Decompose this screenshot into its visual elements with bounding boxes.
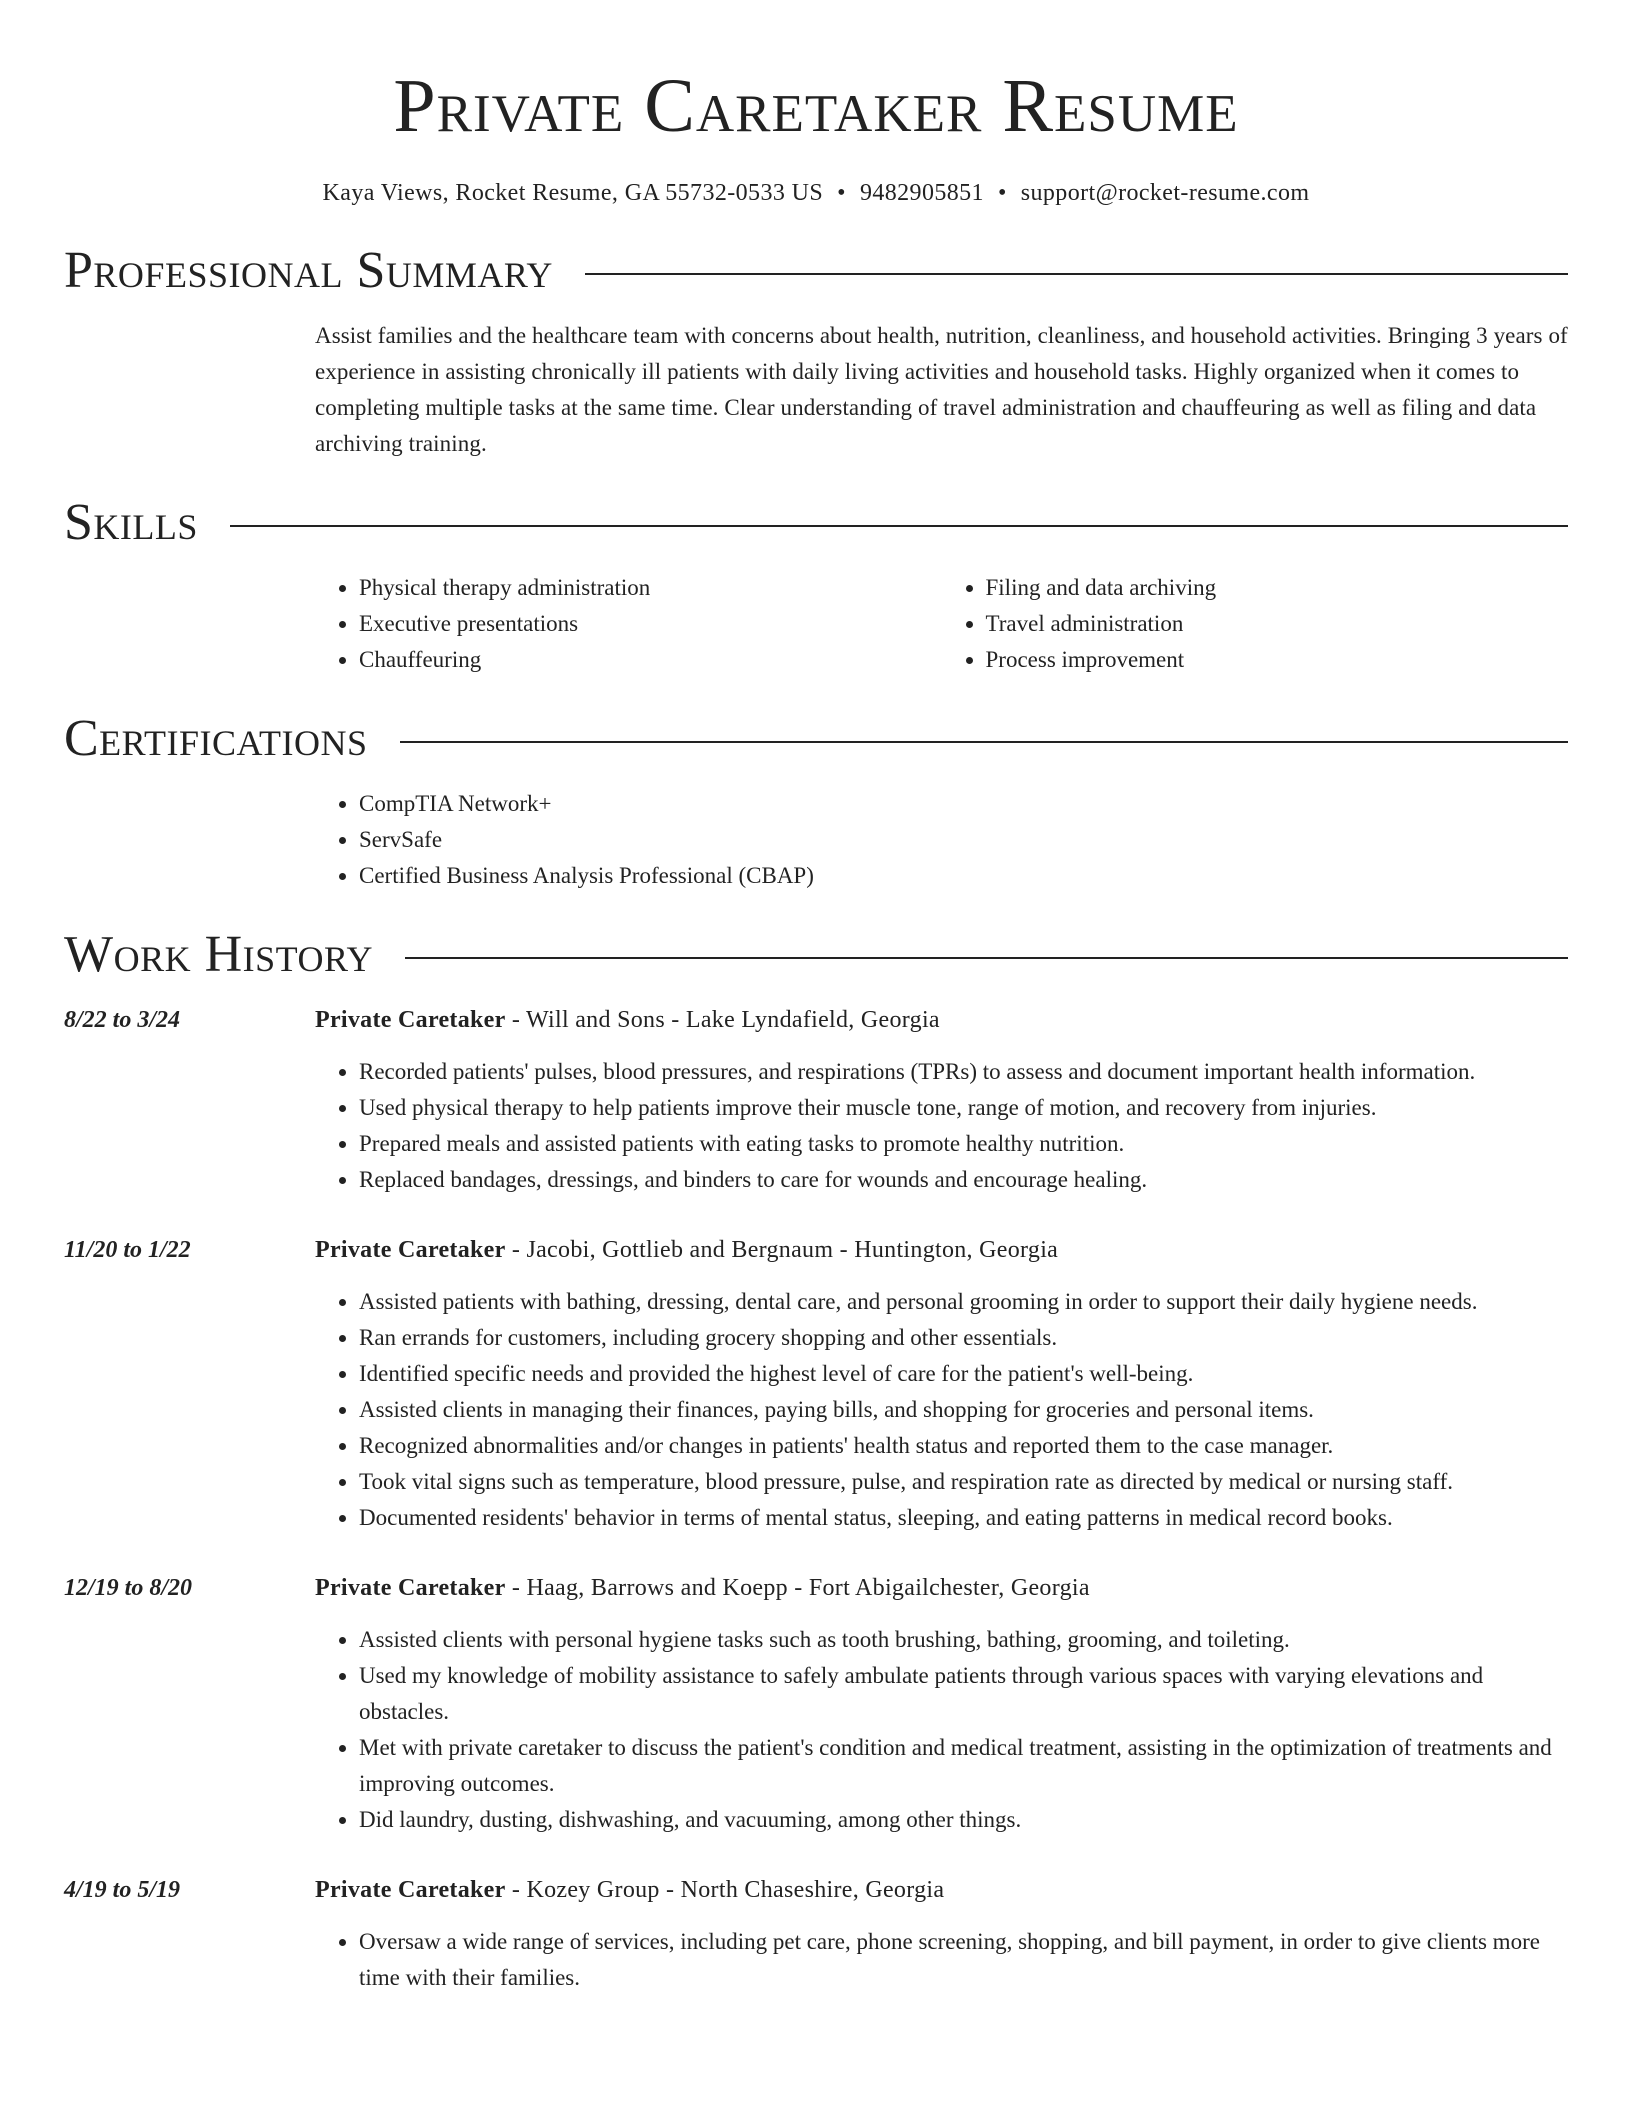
skill-item: • Travel administration (986, 606, 1569, 642)
job-bullet: • Prepared meals and assisted patients with eating tasks to promote healthy nutrition. (359, 1126, 1568, 1162)
job-bullets (315, 1622, 1568, 1838)
skills-heading: Skills (64, 494, 198, 551)
job-entry (64, 1570, 1568, 1838)
job-dates: 4/19 to 5/19 (64, 1877, 181, 1903)
job-dates: 11/20 to 1/22 (64, 1237, 191, 1263)
job-entry (64, 1002, 1568, 1198)
job-bullet: • Documented residents' behavior in terms of mental status, sleeping, and eating patterns in medical record books. (359, 1500, 1568, 1536)
job-content (315, 1570, 1568, 1838)
job-role: Private Caretaker (315, 1877, 506, 1903)
job-role: Private Caretaker (315, 1007, 506, 1033)
certifications-list (315, 786, 1568, 894)
contact-separator: • (837, 180, 846, 206)
skills-column-left (315, 570, 942, 678)
section-divider (400, 741, 1568, 743)
contact-address: Kaya Views, Rocket Resume, GA 55732-0533 US (322, 180, 824, 206)
job-bullets (315, 1054, 1568, 1198)
summary-text: Assist families and the healthcare team with concerns about health, nutrition, cleanliness, and household activities. Bringing 3 years of experience in assisting chronically ill patients with daily living activities and household tasks. Highly organized when it comes to completing multiple tasks at the same time. Clear understanding of travel administration and chauffeuring as well as filing and data archiving training. (315, 323, 1568, 456)
job-title-line (315, 1872, 1568, 1908)
job-bullets (315, 1924, 1568, 1996)
job-bullet: • Oversaw a wide range of services, including pet care, phone screening, shopping, and bill payment, in order to give clients more time with their families. (359, 1924, 1568, 1996)
job-employer: - Jacobi, Gottlieb and Bergnaum - Huntington, Georgia (505, 1237, 1059, 1263)
skills-section-header (64, 488, 1568, 558)
certification-item: • ServSafe (359, 822, 1568, 858)
contact-email: support@rocket-resume.com (1020, 180, 1310, 206)
job-bullet: • Took vital signs such as temperature, blood pressure, pulse, and respiration rate as directed by medical or nursing staff. (359, 1464, 1568, 1500)
job-bullet: • Assisted clients with personal hygiene tasks such as tooth brushing, bathing, grooming, and toileting. (359, 1622, 1568, 1658)
certification-item: • CompTIA Network+ (359, 786, 1568, 822)
certifications-bullets (315, 786, 1568, 894)
job-bullet: • Ran errands for customers, including grocery shopping and other essentials. (359, 1320, 1568, 1356)
job-bullet: • Assisted clients in managing their finances, paying bills, and shopping for groceries and personal items. (359, 1392, 1568, 1428)
certifications-section-header (64, 704, 1568, 774)
job-bullet: • Recognized abnormalities and/or changes in patients' health status and reported them to the case manager. (359, 1428, 1568, 1464)
job-title-line (315, 1002, 1568, 1038)
job-bullet: • Recorded patients' pulses, blood pressures, and respirations (TPRs) to assess and document important health information. (359, 1054, 1568, 1090)
job-bullet: • Met with private caretaker to discuss the patient's condition and medical treatment, assisting in the optimization of treatments and improving outcomes. (359, 1730, 1568, 1802)
job-bullet: • Identified specific needs and provided the highest level of care for the patient's well-being. (359, 1356, 1568, 1392)
section-divider (230, 525, 1568, 527)
job-content (315, 1872, 1568, 1996)
job-role: Private Caretaker (315, 1575, 506, 1601)
job-title-line (315, 1232, 1568, 1268)
job-bullet: • Did laundry, dusting, dishwashing, and vacuuming, among other things. (359, 1802, 1568, 1838)
skill-item: • Filing and data archiving (986, 570, 1569, 606)
job-bullet: • Replaced bandages, dressings, and binders to care for wounds and encourage healing. (359, 1162, 1568, 1198)
job-title-line (315, 1570, 1568, 1606)
certification-item: • Certified Business Analysis Professional (CBAP) (359, 858, 1568, 894)
skills-column-right (942, 570, 1569, 678)
resume-title: Private Caretaker Resume (393, 64, 1239, 148)
skills-list (315, 570, 1568, 678)
contact-separator: • (997, 180, 1007, 206)
skill-item: • Executive presentations (359, 606, 942, 642)
job-entry (64, 1872, 1568, 1996)
summary-heading: Professional Summary (64, 242, 553, 299)
work-history-heading: Work History (64, 926, 374, 983)
job-bullet: • Used physical therapy to help patients improve their muscle tone, range of motion, and recovery from injuries. (359, 1090, 1568, 1126)
summary-section-header (64, 236, 1568, 306)
skill-item: • Chauffeuring (359, 642, 942, 678)
job-dates: 8/22 to 3/24 (64, 1007, 181, 1033)
job-employer: - Will and Sons - Lake Lyndafield, Georgia (505, 1007, 940, 1033)
job-content (315, 1232, 1568, 1536)
job-bullet: • Assisted patients with bathing, dressing, dental care, and personal grooming in order to support their daily hygiene needs. (359, 1284, 1568, 1320)
job-employer: - Kozey Group - North Chaseshire, Georgia (505, 1877, 945, 1903)
job-role: Private Caretaker (315, 1237, 506, 1263)
job-content (315, 1002, 1568, 1198)
job-bullet: • Used my knowledge of mobility assistance to safely ambulate patients through various spaces with varying elevations and obstacles. (359, 1658, 1568, 1730)
resume-page (64, 0, 1568, 1996)
job-dates: 12/19 to 8/20 (64, 1575, 193, 1601)
job-employer: - Haag, Barrows and Koepp - Fort Abigailchester, Georgia (505, 1575, 1090, 1601)
contact-line (64, 176, 1568, 210)
skill-item: • Process improvement (986, 642, 1569, 678)
job-entry (64, 1232, 1568, 1536)
contact-phone: 9482905851 (859, 180, 984, 206)
section-divider (405, 957, 1568, 959)
skill-item: • Physical therapy administration (359, 570, 942, 606)
certifications-heading: Certifications (64, 710, 368, 767)
section-divider (585, 273, 1568, 275)
work-history-section-header (64, 920, 1568, 990)
job-bullets (315, 1284, 1568, 1536)
